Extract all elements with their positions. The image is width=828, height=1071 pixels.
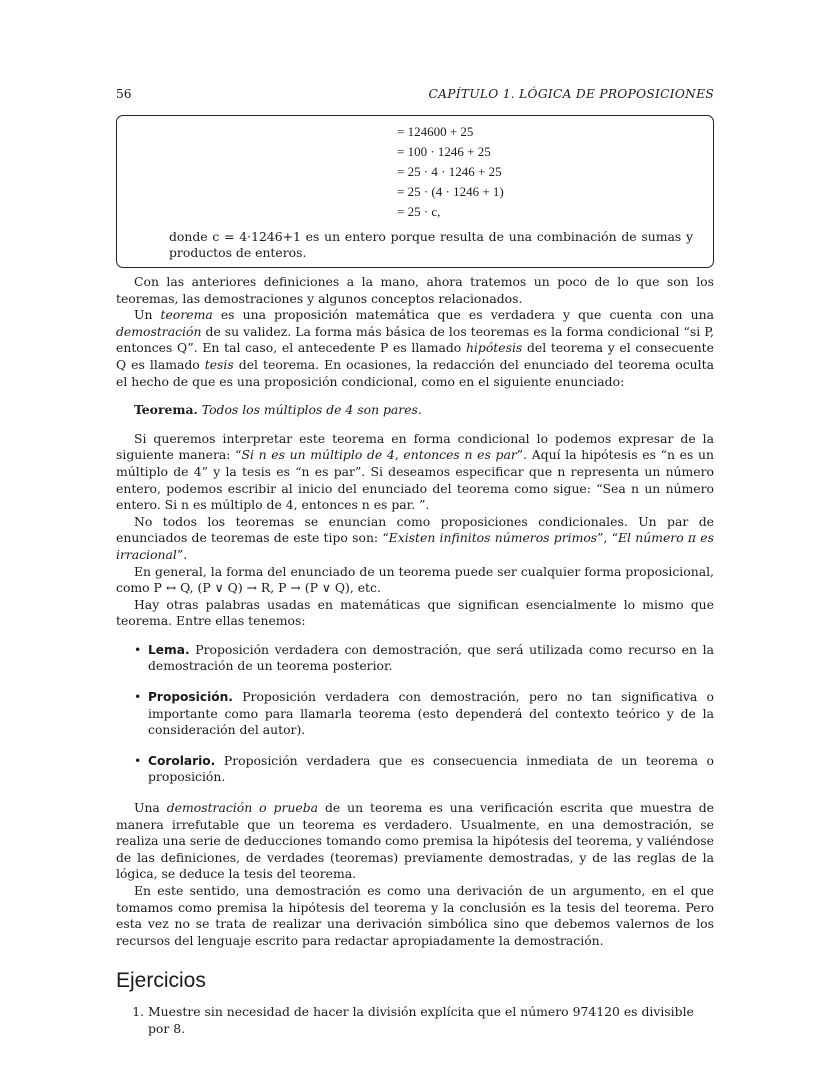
paragraph: Si queremos interpretar este teorema en forma condicional lo podemos expresar de la siguiente manera: “Si n es un múltiplo de 4, entonces n es par”. Aquí la hipótesis es “n es un múltiplo de 4” y la tesis es “n es par”. Si deseamos especificar que n representa un número entero, podemos escribir al inicio del enunciado del teorema como sigue: “Sea n un número entero. Si n es múltiplo de 4, entonces n es par. ”. <box>116 430 714 513</box>
theorem-text: Todos los múltiplos de 4 son pares. <box>201 402 422 418</box>
equation-line: = 124600 + 25 <box>397 123 474 139</box>
paragraph: No todos los teoremas se enuncian como proposiciones condicionales. Un par de enunciados de teoremas de este tipo son: “Existen infinitos números primos”, “El número π es irracional”. <box>116 513 714 562</box>
exercise-list <box>116 1004 714 1037</box>
paragraph: Con las anteriores definiciones a la mano, ahora tratemos un poco de lo que son los teoremas, las demostraciones y algunos conceptos relacionados. <box>116 274 714 306</box>
equation-line: = 25 · 4 · 1246 + 25 <box>397 164 502 179</box>
equation-line: = 25 · (4 · 1246 + 1) <box>397 184 504 200</box>
running-head <box>116 86 714 103</box>
exercise-item: 1. Muestre sin necesidad de hacer la división explícita que el número 974120 es divisible por 8. <box>148 1004 714 1037</box>
list-item: • Corolario. Proposición verdadera que es consecuencia inmediata de un teorema o proposición. <box>134 753 714 786</box>
paragraph: Hay otras palabras usadas en matemáticas que significan esencialmente lo mismo que teorema. Entre ellas tenemos: <box>116 596 714 629</box>
equation-line: = 25 · c, <box>397 204 441 220</box>
equation-lines <box>397 122 693 223</box>
equation-line: = 100 · 1246 + 25 <box>397 143 491 159</box>
section-heading: Ejercicios <box>116 969 206 993</box>
box-note: donde c = 4·1246+1 es un entero porque resulta de una combinación de sumas y productos de enteros. <box>169 228 693 260</box>
paragraph: Una demostración o prueba de un teorema es una verificación escrita que muestra de manera irrefutable que un teorema es verdadero. Usualmente, en una demostración, se realiza una serie de deducciones tomando como premisa la hipótesis del teorema, y valiéndose de las definiciones, de verdades (teoremas) previamente demostradas, y de las reglas de la lógica, se deduce la tesis del teorema. <box>116 800 715 882</box>
theorem <box>134 402 714 419</box>
framed-proof-box <box>116 115 714 268</box>
page-content <box>116 86 714 1037</box>
list-item: • Lema. Proposición verdadera con demostración, que será utilizada como recurso en la demostración de un teorema posterior. <box>134 642 714 675</box>
theorem-label: Teorema. <box>134 402 198 418</box>
paragraph: En este sentido, una demostración es como una derivación de un argumento, en el que tomamos como premisa la hipótesis del teorema y la conclusión es la tesis del teorema. Pero esta vez no se trata de realizar una derivación simbólica sino que debemos valernos de los recursos del lenguaje escrito para redactar apropiadamente la demostración. <box>116 883 714 948</box>
paragraph: En general, la forma del enunciado de un teorema puede ser cualquier forma proposicional, como P ↔ Q, (P ∨ Q) → R, P → (P ∨ Q), etc. <box>116 563 714 596</box>
definition-list <box>134 642 714 786</box>
page-number: 56 <box>116 87 132 101</box>
paragraph: Un teorema es una proposición matemática que es verdadera y que cuenta con una demostración de su validez. La forma más básica de los teoremas es la forma condicional “si P, entonces Q”. En tal caso, el antecedente P es llamado hipótesis del teorema y el consecuente Q es llamado tesis del teorema. En ocasiones, la redacción del enunciado del teorema oculta el hecho de que es una proposición condicional, como en el siguiente enunciado: <box>116 307 714 389</box>
list-item: • Proposición. Proposición verdadera con demostración, pero no tan significativa o importante como para llamarla teorema (esto dependerá del contexto teórico y de la consideración del autor). <box>134 689 714 739</box>
chapter-title: CAPÍTULO 1. LÓGICA DE PROPOSICIONES <box>428 87 714 101</box>
